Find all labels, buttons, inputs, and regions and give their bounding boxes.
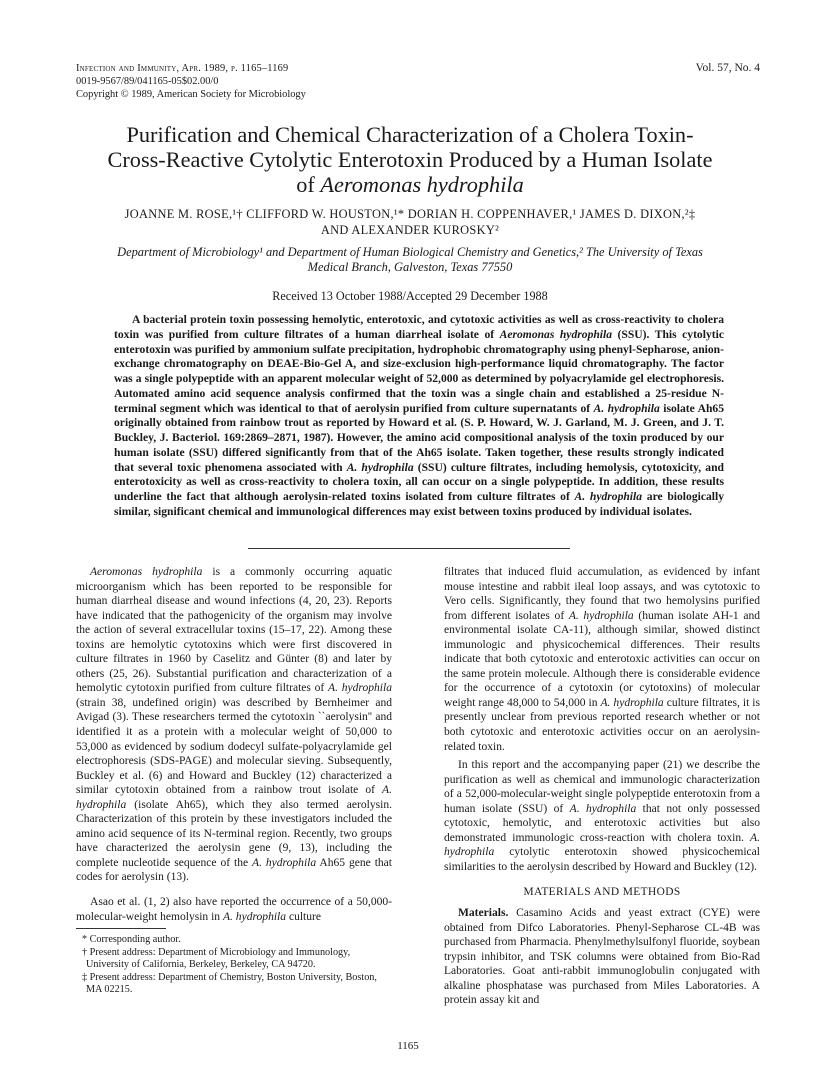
- intro-paragraph: [76, 565, 392, 885]
- species-name: Aeromonas hydrophila: [90, 566, 203, 578]
- author-list: [60, 206, 760, 238]
- journal-header: [76, 62, 306, 101]
- body-text: Asao et al. (1, 2) also have reported the occurrence of a 50,000-molecular-weight hemolysin in: [76, 896, 392, 923]
- body-text: is a commonly occurring aquatic microorganism which has been reported to be responsible for human diarrheal disease and wound infections (4, 20, 23). Reports have indicated that the pathogenicity of the organism may involve the action of several extracellular toxins (15–17, 22). Among these toxins are hemolytic cytotoxins which were first discovered in culture filtrates in 1960 by Caselitz and Günter (8) and later by others (25, 26). Substantial purification and characterization of a hemolytic cytotoxin purified from culture filtrates of: [76, 566, 392, 695]
- abstract-text: are biologically similar, significant chemical and immunological differences may exist between toxins produced by individual isolates.: [114, 490, 725, 518]
- section-heading: MATERIALS AND METHODS: [523, 886, 681, 899]
- volume-number: Vol. 57, No. 4: [695, 62, 760, 74]
- page-number: 1165: [397, 1040, 419, 1052]
- body-text: In this report and the accompanying paper (21) we describe the purification as well as chemical and immunologic characterization of a 52,000-molecular-weight single polypeptide enterotoxin from a human isolate (SSU) of: [444, 759, 760, 815]
- abstract-text: (SSU) culture filtrates, including hemolysis, cytotoxicity, and enterotoxicity as well as cross-reactivity to cholera toxin, all can occur on a single polypeptide. In addition, these results underline the fact that although aerolysin-related toxins isolated from culture filtrates of: [114, 460, 724, 503]
- title-line: Purification and Chemical Characterization of a Cholera Toxin-: [126, 122, 694, 147]
- abstract-text: A bacterial protein toxin possessing hemolytic, enterotoxic, and cytotoxic activities as well as cross-reactivity to cholera toxin was purified from culture filtrates of a human diarrheal isolate of: [114, 313, 724, 341]
- species-name: Aeromonas hydrophila: [499, 327, 613, 341]
- intro-paragraph: [76, 895, 392, 924]
- body-text: filtrates that induced fluid accumulation, as evidenced by infant mouse intestine and rabbit ileal loop assays, and was cytotoxic to Vero cells. Significantly, they found that two hemolysins purified from different isolates of: [444, 566, 760, 622]
- title-species: Aeromonas hydrophila: [320, 172, 524, 197]
- body-text: Casamino Acids and yeast extract (CYE) were obtained from Difco Laboratories. Phenyl-Sepharose CL-4B was purchased from Pharmacia. Phenylmethylsulfonyl fluoride, soybean trypsin inhibitor, and TSK columns were obtained from Bio-Rad Laboratories. Goat anti-rabbit immunoglobulin conjugated with alkaline phosphatase was purchased from Miles Laboratories. A protein assay kit and: [444, 907, 760, 1007]
- species-name: A. hydrophila: [346, 460, 414, 474]
- affiliation-line: Medical Branch, Galveston, Texas 77550: [307, 260, 513, 274]
- species-name: A. hydrophila: [76, 784, 392, 811]
- body-text: (isolate Ah65), which they also termed aerolysin. Characterization of this protein by these investigators included the amino acid sequence of its N-terminal region. Recently, two groups have characterized the aerolysin gene (9, 13), including the complete nucleotide sequence of the: [76, 798, 393, 869]
- species-name: A. hydrophila: [328, 682, 392, 695]
- footnote: ‡ Present address: Department of Chemistry, Boston University, Boston, MA 02215.: [82, 971, 377, 996]
- abstract-text: isolate Ah65 originally obtained from rainbow trout as reported by Howard et al. (S. P. Howard, W. J. Garland, M. J. Green, and J. T. Buckley, J. Bacteriol. 169:2869–2871, 1987). However, the amino acid compositional analysis of the toxin produced by our human isolate (SSU) differed significantly from that of the Ah65 isolate. Taken together, these results strongly indicated that several toxic phenomena associated with: [114, 401, 724, 474]
- species-name: A. hydrophila: [574, 490, 643, 503]
- copyright: Copyright © 1989, American Society for Microbiology: [76, 89, 306, 100]
- abstract-divider: [248, 548, 570, 549]
- abstract-text: (SSU). This cytolytic enterotoxin was purified by ammonium sulfate precipitation, hydrophobic chromatography using phenyl-Sepharose, anion-exchange chromatography on DEAE-Bio-Gel A, and size-exclusion high-performance liquid chromatography. The factor was a single polypeptide with an apparent molecular weight of 52,000 as determined by polyacrylamide gel electrophoresis. Automated amino acid sequence analysis confirmed that the toxin was a single chain and established a 25-residue N-terminal segment which was identical to that of aerolysin purified from culture supernatants of: [114, 327, 724, 415]
- journal-citation: Infection and Immunity, Apr. 1989, p. 1165–1169: [76, 63, 289, 74]
- body-text: Ah65 gene that codes for aerolysin (13).: [76, 856, 393, 884]
- footnote: * Corresponding author.: [82, 934, 181, 945]
- species-name: A. hydrophila: [222, 910, 287, 923]
- species-name: A. hydrophila: [568, 609, 634, 622]
- title-text: of: [296, 172, 315, 197]
- body-text: culture filtrates, it is presently unclear from previous reported research whether or not both cytotoxic and enterotoxic activities occur on an aerolysin-related toxin.: [444, 696, 760, 753]
- left-column: [76, 565, 392, 924]
- title-line: Cross-Reactive Cytolytic Enterotoxin Produced by a Human Isolate: [107, 147, 713, 172]
- intro-paragraph: [444, 758, 760, 874]
- right-column: [444, 565, 760, 1008]
- body-text: that not only possessed cytotoxic, hemolytic, and enterotoxic activities but also demonstrated immunologic cross-reaction with cholera toxin.: [444, 802, 761, 844]
- abstract: [114, 313, 724, 520]
- species-name: A. hydrophila: [252, 856, 317, 869]
- subsection-label: Materials.: [458, 907, 509, 920]
- body-text: (human isolate AH-1 and environmental isolate CA-11), although similar, showed distinct immunologic and physicochemical differences. Their results indicate that both cytotoxic and enterotoxic activities can occur on the same protein molecule. Although there is considerable evidence for the occurrence of a cytotoxin (or cytotoxins) of molecular weight range 48,000 to 54,000 in: [444, 609, 761, 709]
- intro-paragraph: [444, 565, 760, 754]
- species-name: A. hydrophila: [593, 401, 660, 415]
- article-title: [60, 122, 760, 197]
- species-name: A. hydrophila: [444, 831, 760, 859]
- species-name: A. hydrophila: [600, 696, 664, 709]
- body-text: cytolytic enterotoxin showed physicochemical similarities to the aerolysin described by Howard and Buckley (12).: [444, 846, 760, 873]
- body-text: (strain 38, undefined origin) was described by Bernheimer and Avigad (3). These researchers termed the cytotoxin ``aerolysin'' and identified it as a protein with a molecular weight of 50,000 to 53,000 as evidenced by sodium dodecyl sulfate-polyacrylamide gel electrophoresis (SDS-PAGE) and molecular sieving. Subsequently, Buckley et al. (6) and Howard and Buckley (12) characterized a similar cytotoxin obtained from a rainbow trout isolate of: [76, 696, 392, 797]
- footnotes: [76, 934, 392, 997]
- methods-paragraph: [444, 906, 760, 1008]
- title-line: [60, 172, 760, 197]
- received-dates: Received 13 October 1988/Accepted 29 December 1988: [272, 289, 548, 303]
- affiliation: [90, 245, 730, 275]
- footnote-divider: [76, 928, 166, 929]
- footnote: † Present address: Department of Microbiology and Immunology, University of California, Berkeley, Berkeley, CA 94720.: [82, 946, 351, 971]
- affiliation-line: Department of Microbiology¹ and Department of Human Biological Chemistry and Genetics,² The University of Texas: [117, 245, 703, 259]
- author-line: JOANNE M. ROSE,¹† CLIFFORD W. HOUSTON,¹* DORIAN H. COPPENHAVER,¹ JAMES D. DIXON,²‡: [124, 207, 696, 221]
- journal-code: 0019-9567/89/041165-05$02.00/0: [76, 76, 219, 87]
- species-name: A. hydrophila: [569, 802, 637, 815]
- body-text: culture: [288, 910, 321, 923]
- author-line: AND ALEXANDER KUROSKY²: [320, 223, 500, 237]
